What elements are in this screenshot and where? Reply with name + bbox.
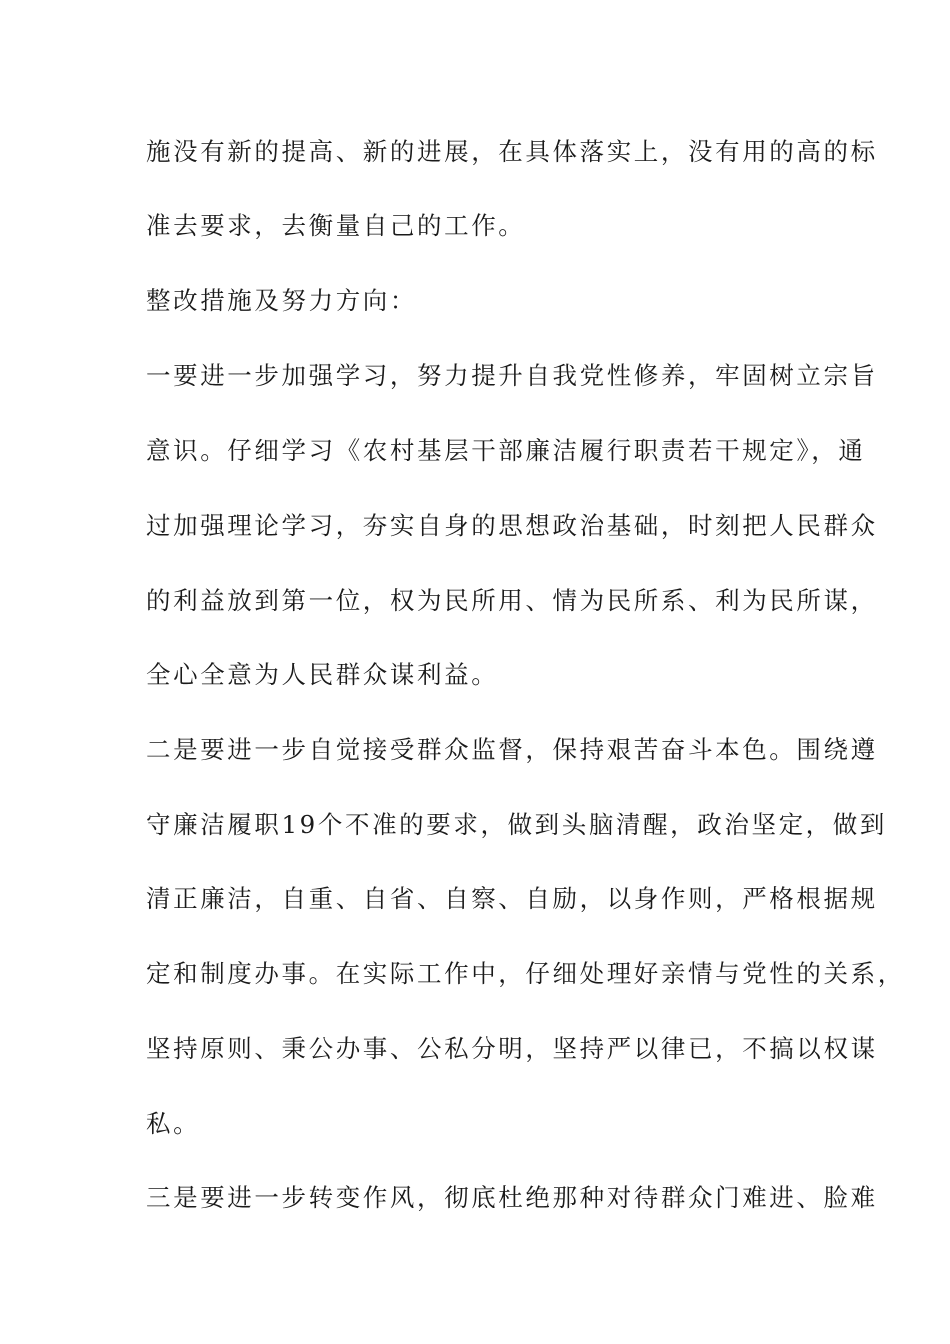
text-line: 的利益放到第一位，权为民所用、情为民所系、利为民所谋， — [146, 586, 878, 615]
text-line: 整改措施及努力方向： — [146, 286, 417, 315]
text-line: 清正廉洁，自重、自省、自察、自励，以身作则，严格根据规 — [146, 884, 878, 913]
text-line: 一要进一步加强学习，努力提升自我党性修养，牢固树立宗旨 — [146, 361, 878, 390]
text-line: 意识。仔细学习《农村基层干部廉洁履行职责若干规定》，通 — [146, 436, 866, 465]
text-line: 三是要进一步转变作风，彻底杜绝那种对待群众门难进、脸难 — [146, 1183, 878, 1212]
text-line: 私。 — [146, 1109, 201, 1138]
text-line: 施没有新的提高、新的进展，在具体落实上，没有用的高的标 — [146, 137, 878, 166]
text-line: 守廉洁履职19个不准的要求，做到头脑清醒，政治坚定，做到 — [146, 810, 887, 839]
text-line: 全心全意为人民群众谋利益。 — [146, 660, 499, 689]
text-line: 过加强理论学习，夯实自身的思想政治基础，时刻把人民群众 — [146, 511, 878, 540]
text-line: 准去要求，去衡量自己的工作。 — [146, 211, 526, 240]
text-line: 二是要进一步自觉接受群众监督，保持艰苦奋斗本色。围绕遵 — [146, 735, 878, 764]
text-line: 定和制度办事。在实际工作中，仔细处理好亲情与党性的关系， — [146, 959, 905, 988]
text-line: 坚持原则、秉公办事、公私分明，坚持严以律已，不搞以权谋 — [146, 1034, 878, 1063]
